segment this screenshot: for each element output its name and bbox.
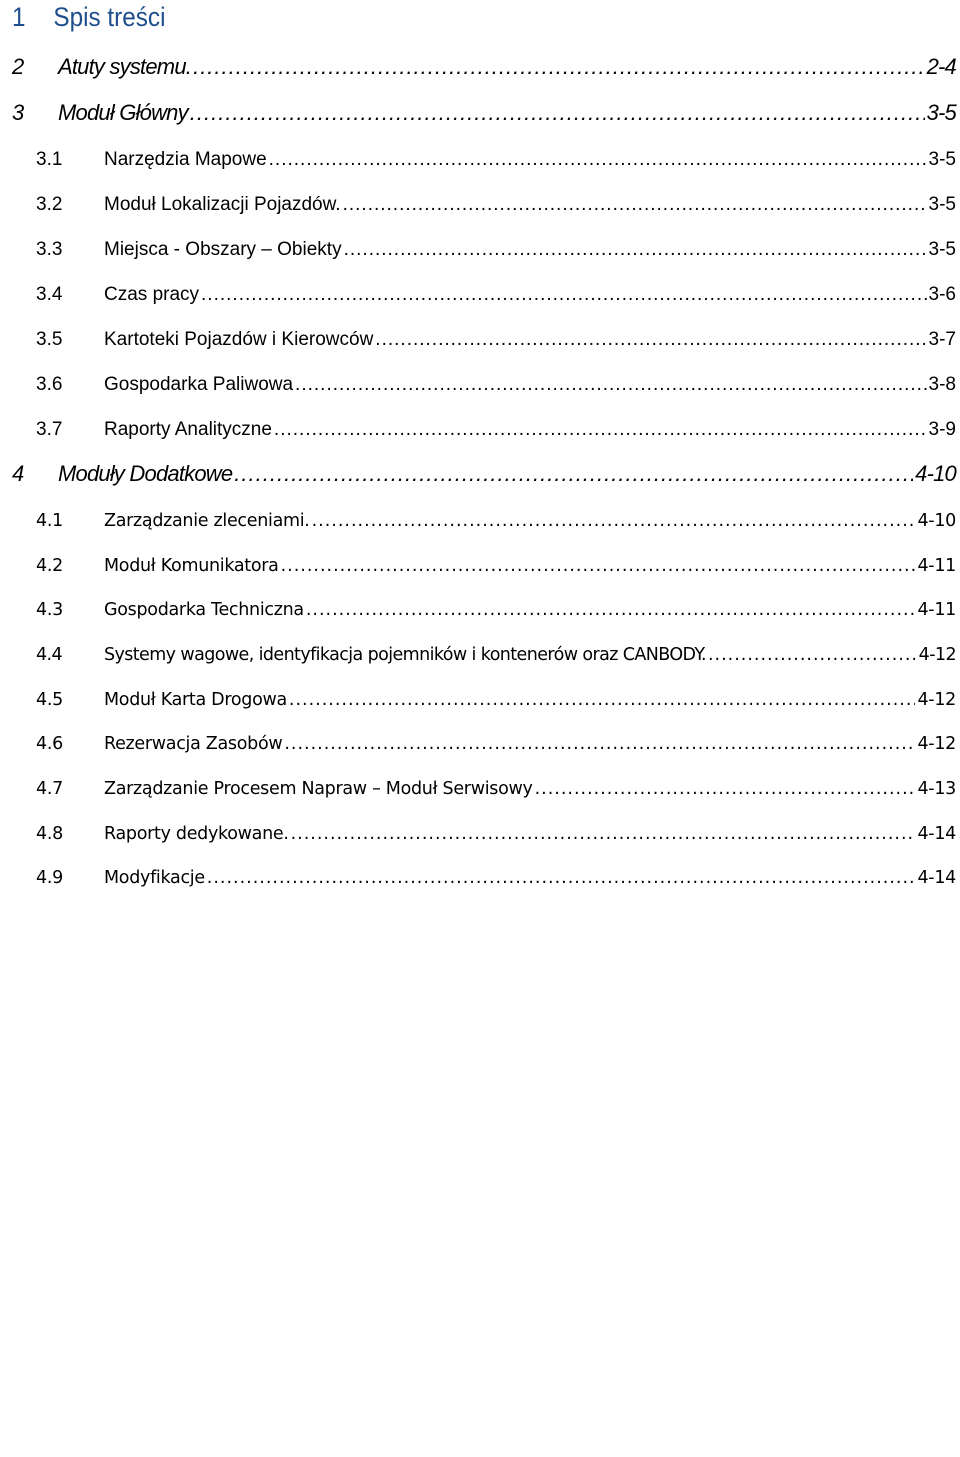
toc-entry-3-4[interactable]	[36, 284, 956, 306]
toc-entry-page: 4-14	[917, 824, 956, 844]
toc-entry-page: 4-12	[917, 690, 956, 710]
toc-entry-title: Czas pracy	[104, 284, 200, 305]
dot-leader	[343, 194, 927, 216]
toc-entry-number: 4.4	[36, 645, 63, 665]
toc-entry-4-4[interactable]	[36, 645, 956, 665]
toc-entry-number: 4.5	[36, 690, 63, 710]
toc-entry-page: 4-11	[917, 556, 956, 576]
dot-leader	[306, 600, 916, 620]
dot-leader	[295, 374, 926, 396]
toc-entry-number: 3	[12, 100, 24, 125]
dot-leader	[281, 556, 916, 576]
toc-entry-page: 4-12	[918, 645, 956, 665]
toc-entry-title: Zarządzanie Procesem Napraw – Moduł Serwisowy	[104, 779, 533, 799]
dot-leader	[375, 329, 926, 351]
dot-leader	[535, 779, 916, 799]
dot-leader	[312, 511, 916, 531]
toc-entry-title: Atuty systemu.	[58, 54, 192, 79]
toc-entry-2[interactable]	[12, 54, 956, 80]
dot-leader	[291, 824, 916, 844]
toc-entry-title: Gospodarka Techniczna	[104, 600, 304, 620]
toc-entry-3-5[interactable]	[36, 329, 956, 351]
toc-entry-number: 4.7	[36, 779, 63, 799]
toc-entry-title: Raporty dedykowane.	[104, 824, 289, 844]
toc-entry-title: Moduły Dodatkowe	[58, 461, 233, 486]
toc-entry-4-1[interactable]	[36, 511, 956, 531]
toc-entry-page: 4-13	[917, 779, 956, 799]
toc-entry-number: 3.5	[36, 329, 63, 350]
toc-entry-title: Modyfikacje	[104, 868, 205, 888]
toc-entry-title: Moduł Komunikatora	[104, 556, 279, 576]
toc-entry-title: Kartoteki Pojazdów i Kierowców	[104, 329, 374, 350]
toc-entry-4[interactable]	[12, 461, 956, 487]
toc-entry-title: Raporty Analityczne	[104, 419, 272, 440]
toc-entry-number: 3.3	[36, 239, 63, 260]
toc-entry-3-7[interactable]	[36, 419, 956, 441]
toc-entry-4-9[interactable]	[36, 868, 956, 888]
toc-entry-page: 4-14	[917, 868, 956, 888]
dot-leader	[207, 868, 916, 888]
dot-leader	[284, 734, 915, 754]
toc-entry-number: 4.8	[36, 824, 63, 844]
dot-leader	[289, 690, 916, 710]
toc-entry-4-3[interactable]	[36, 600, 956, 620]
toc-entry-number: 4.6	[36, 734, 63, 754]
toc-entry-title: Narzędzia Mapowe	[104, 149, 267, 170]
dot-leader	[274, 419, 927, 441]
toc-entry-page: 3-5	[928, 239, 956, 260]
dot-leader	[708, 645, 917, 665]
toc-heading-title: Spis treści	[53, 2, 166, 32]
toc-entry-page: 3-8	[928, 374, 956, 395]
toc-entry-title: Moduł Lokalizacji Pojazdów.	[104, 194, 341, 215]
toc-entry-number: 3.4	[36, 284, 63, 305]
dot-leader	[190, 100, 925, 126]
toc-entry-3-2[interactable]	[36, 194, 956, 216]
toc-entry-page: 4-11	[917, 600, 956, 620]
toc-entry-title: Zarządzanie zleceniami.	[104, 511, 310, 531]
toc-entry-4-6[interactable]	[36, 734, 956, 754]
toc-entry-number: 4.3	[36, 600, 63, 620]
dot-leader	[193, 54, 925, 80]
toc-entry-page: 4-10	[917, 511, 956, 531]
toc-entry-4-7[interactable]	[36, 779, 956, 799]
toc-entry-page: 3-5	[928, 194, 956, 215]
toc-entry-number: 3.2	[36, 194, 63, 215]
toc-entry-page: 3-5	[926, 100, 956, 125]
dot-leader	[269, 149, 927, 171]
toc-entry-4-8[interactable]	[36, 824, 956, 844]
toc-entry-number: 4.2	[36, 556, 63, 576]
toc-entry-number: 3.6	[36, 374, 63, 395]
toc-entry-page: 3-5	[928, 149, 956, 170]
toc-entry-title: Moduł Karta Drogowa	[104, 690, 287, 710]
toc-entry-title: Systemy wagowe, identyfikacja pojemników i kontenerów oraz CANBODY.	[104, 645, 706, 665]
toc-entry-title: Gospodarka Paliwowa	[104, 374, 294, 395]
toc-entry-4-5[interactable]	[36, 690, 956, 710]
toc-entry-3-6[interactable]	[36, 374, 956, 396]
toc-entry-3-1[interactable]	[36, 149, 956, 171]
dot-leader	[201, 284, 927, 306]
toc-entry-page: 3-6	[928, 284, 956, 305]
toc-entry-number: 3.7	[36, 419, 63, 440]
toc-entry-3[interactable]	[12, 100, 956, 126]
toc-entry-4-2[interactable]	[36, 556, 956, 576]
toc-entry-3-3[interactable]	[36, 239, 956, 261]
toc-entry-number: 2	[12, 54, 24, 79]
toc-entry-page: 3-9	[928, 419, 956, 440]
toc-entry-page: 3-7	[928, 329, 956, 350]
toc-entry-page: 4-10	[915, 461, 956, 486]
toc-entry-title: Moduł Główny	[58, 100, 188, 125]
toc-entry-number: 4.1	[36, 511, 63, 531]
toc-entry-title: Rezerwacja Zasobów	[104, 734, 283, 754]
toc-entry-page: 2-4	[926, 54, 956, 79]
toc-entry-title: Miejsca - Obszary – Obiekty	[104, 239, 342, 260]
dot-leader	[344, 239, 927, 261]
toc-entry-number: 3.1	[36, 149, 63, 170]
dot-leader	[234, 461, 913, 487]
toc-entry-page: 4-12	[917, 734, 956, 754]
toc-heading	[12, 2, 165, 33]
toc-heading-number: 1	[12, 2, 26, 32]
toc-entry-number: 4.9	[36, 868, 63, 888]
toc-entry-number: 4	[12, 461, 24, 486]
